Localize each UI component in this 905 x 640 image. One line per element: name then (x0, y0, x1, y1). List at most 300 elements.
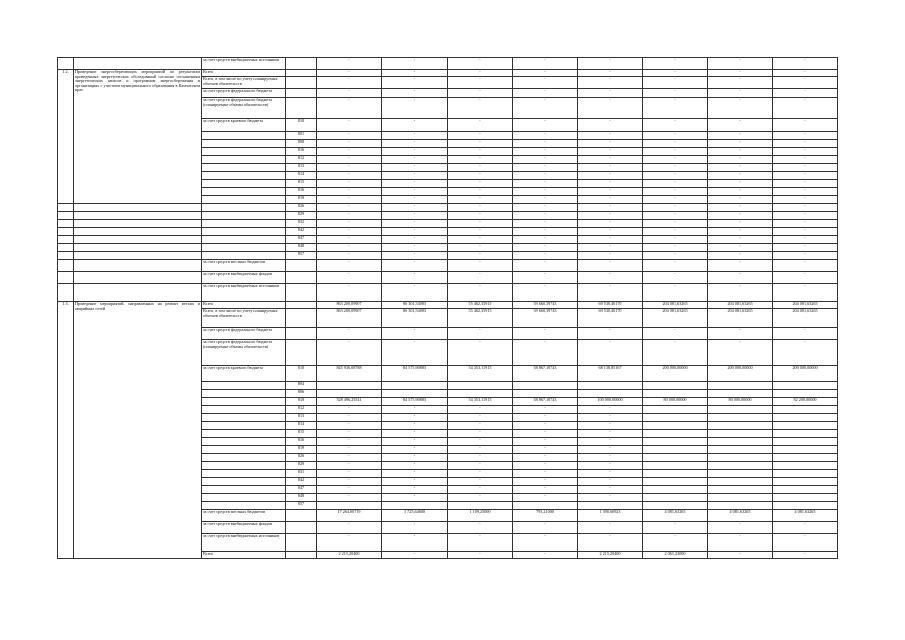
amount-cell: - (643, 89, 708, 98)
amount-cell: - (448, 438, 513, 446)
amount-cell: 80 000,00000 (708, 398, 773, 406)
budget-code (286, 260, 317, 272)
amount-cell: - (382, 534, 448, 552)
amount-cell: - (643, 132, 708, 140)
funding-source (202, 252, 286, 260)
amount-cell: - (773, 164, 838, 172)
amount-cell: 204 081,63265 (643, 309, 708, 328)
amount-cell (643, 462, 708, 470)
amount-cell: - (513, 228, 578, 236)
amount-cell: - (448, 98, 513, 119)
amount-cell: 69 530,46170 (578, 302, 643, 309)
amount-cell: - (382, 244, 448, 252)
amount-cell: - (448, 422, 513, 430)
amount-cell: - (448, 236, 513, 244)
amount-cell: - (708, 196, 773, 204)
amount-cell: 55 462,35915 (448, 309, 513, 328)
amount-cell: - (578, 156, 643, 164)
item-number (58, 204, 74, 212)
budget-code (286, 272, 317, 284)
budget-code (286, 328, 317, 340)
amount-cell: - (382, 446, 448, 454)
table-row (58, 244, 838, 252)
amount-cell: - (448, 430, 513, 438)
amount-cell: - (448, 172, 513, 180)
funding-source (202, 180, 286, 188)
budget-code: 829 (286, 462, 317, 470)
amount-cell: - (773, 148, 838, 156)
budget-code: 806 (286, 390, 317, 398)
item-description (74, 260, 202, 272)
amount-cell: - (382, 486, 448, 494)
amount-cell: - (578, 98, 643, 119)
budget-code: 813 (286, 414, 317, 422)
budget-code: 814 (286, 172, 317, 180)
amount-cell: - (578, 148, 643, 156)
amount-cell: - (578, 430, 643, 438)
amount-cell: - (448, 119, 513, 132)
amount-cell: - (708, 148, 773, 156)
amount-cell: - (578, 164, 643, 172)
amount-cell: - (708, 228, 773, 236)
amount-cell: - (643, 522, 708, 534)
amount-cell: - (317, 486, 382, 494)
amount-cell: - (317, 188, 382, 196)
amount-cell: - (578, 220, 643, 228)
budget-code: 812 (286, 156, 317, 164)
budget-code (286, 552, 317, 559)
amount-cell: - (708, 180, 773, 188)
item-number (58, 228, 74, 236)
amount-cell: 863 200,09907 (317, 302, 382, 309)
amount-cell: - (708, 58, 773, 70)
amount-cell (317, 502, 382, 510)
budget-code: 857 (286, 502, 317, 510)
amount-cell (773, 502, 838, 510)
amount-cell: - (708, 252, 773, 260)
funding-source (202, 156, 286, 164)
amount-cell: - (578, 422, 643, 430)
amount-cell (643, 414, 708, 422)
amount-cell: - (317, 522, 382, 534)
item-description (74, 236, 202, 244)
amount-cell: - (317, 478, 382, 486)
amount-cell: - (317, 340, 382, 366)
amount-cell: - (708, 119, 773, 132)
amount-cell: - (382, 89, 448, 98)
amount-cell: - (578, 522, 643, 534)
amount-cell: - (773, 196, 838, 204)
budget-code: 847 (286, 486, 317, 494)
amount-cell: - (382, 164, 448, 172)
amount-cell: 2 215,20400 (578, 552, 643, 559)
amount-cell: - (513, 220, 578, 228)
amount-cell: - (317, 220, 382, 228)
amount-cell: 86 301,54083 (382, 309, 448, 328)
item-number: 1.2. (58, 70, 74, 204)
amount-cell (773, 462, 838, 470)
amount-cell: - (382, 272, 448, 284)
amount-cell: - (382, 552, 448, 559)
amount-cell: - (708, 164, 773, 172)
amount-cell: - (708, 132, 773, 140)
amount-cell: - (643, 534, 708, 552)
amount-cell: - (708, 534, 773, 552)
amount-cell: - (643, 260, 708, 272)
amount-cell (643, 382, 708, 390)
item-description (74, 284, 202, 302)
amount-cell: - (643, 204, 708, 212)
amount-cell (773, 486, 838, 494)
amount-cell: - (643, 244, 708, 252)
amount-cell: - (773, 77, 838, 89)
table-row (58, 212, 838, 220)
amount-cell: - (708, 70, 773, 77)
amount-cell: - (773, 188, 838, 196)
amount-cell: - (382, 220, 448, 228)
amount-cell: - (578, 89, 643, 98)
amount-cell: - (448, 552, 513, 559)
amount-cell (643, 406, 708, 414)
amount-cell (773, 454, 838, 462)
amount-cell: - (643, 180, 708, 188)
amount-cell: 200 000,00000 (643, 366, 708, 382)
amount-cell (643, 502, 708, 510)
item-number: 1.3. (58, 302, 74, 559)
amount-cell: - (773, 260, 838, 272)
amount-cell: - (773, 272, 838, 284)
amount-cell: 82 200,00000 (773, 398, 838, 406)
funding-source: за счет средств федерального бюджета (202, 89, 286, 98)
amount-cell: - (643, 340, 708, 366)
amount-cell: - (448, 446, 513, 454)
amount-cell: - (317, 156, 382, 164)
amount-cell: 4 081,63265 (708, 510, 773, 522)
funding-source (202, 414, 286, 422)
amount-cell: - (448, 462, 513, 470)
amount-cell: - (773, 522, 838, 534)
amount-cell: - (382, 414, 448, 422)
amount-cell: - (448, 77, 513, 89)
amount-cell: - (448, 89, 513, 98)
amount-cell: - (382, 58, 448, 70)
budget-code: 801 (286, 132, 317, 140)
amount-cell (317, 390, 382, 398)
amount-cell: - (448, 406, 513, 414)
item-description (74, 204, 202, 212)
amount-cell: - (448, 340, 513, 366)
amount-cell: 100 000,00000 (578, 398, 643, 406)
amount-cell: - (317, 534, 382, 552)
table-row (58, 252, 838, 260)
item-number (58, 244, 74, 252)
funding-source: за счет средств краевого бюджета (202, 366, 286, 382)
amount-cell (578, 502, 643, 510)
amount-cell (773, 430, 838, 438)
amount-cell: - (708, 328, 773, 340)
amount-cell: - (382, 454, 448, 462)
budget-code: 848 (286, 494, 317, 502)
amount-cell: - (708, 220, 773, 228)
amount-cell (708, 422, 773, 430)
amount-cell: - (708, 212, 773, 220)
item-description: Проведение мероприятий, направленных на ремонт ветхих и аварийных сетей (74, 302, 202, 559)
amount-cell: - (578, 340, 643, 366)
amount-cell: - (317, 328, 382, 340)
amount-cell: - (448, 212, 513, 220)
amount-cell: - (382, 406, 448, 414)
amount-cell: - (448, 260, 513, 272)
amount-cell (708, 470, 773, 478)
amount-cell: - (382, 260, 448, 272)
amount-cell: - (578, 70, 643, 77)
amount-cell: - (773, 284, 838, 302)
amount-cell: 2 215,20400 (317, 552, 382, 559)
budget-code: 816 (286, 188, 317, 196)
amount-cell: - (773, 58, 838, 70)
budget-code: 848 (286, 244, 317, 252)
amount-cell: - (448, 180, 513, 188)
amount-cell: - (317, 180, 382, 188)
amount-cell: - (317, 172, 382, 180)
amount-cell: - (578, 140, 643, 148)
amount-cell: - (513, 422, 578, 430)
amount-cell: 2 061,23000 (643, 552, 708, 559)
funding-source: Всего, в том числе по учету планируемых объемов обязательств (202, 77, 286, 89)
amount-cell: - (513, 478, 578, 486)
amount-cell: - (773, 328, 838, 340)
amount-cell: - (773, 132, 838, 140)
amount-cell: 204 081,63265 (773, 302, 838, 309)
amount-cell: - (578, 212, 643, 220)
amount-cell: - (773, 172, 838, 180)
amount-cell: - (382, 204, 448, 212)
budget-table (57, 57, 838, 559)
amount-cell: - (643, 164, 708, 172)
amount-cell (773, 382, 838, 390)
amount-cell: - (513, 284, 578, 302)
funding-source (202, 438, 286, 446)
amount-cell: - (382, 140, 448, 148)
amount-cell (708, 494, 773, 502)
amount-cell: - (448, 478, 513, 486)
amount-cell: - (578, 58, 643, 70)
budget-code (286, 309, 317, 328)
budget-code (286, 89, 317, 98)
amount-cell: - (448, 252, 513, 260)
budget-code: 813 (286, 164, 317, 172)
amount-cell: - (317, 438, 382, 446)
amount-cell: 1 109,25000 (448, 510, 513, 522)
funding-source (202, 220, 286, 228)
funding-source (202, 470, 286, 478)
amount-cell: - (578, 478, 643, 486)
amount-cell: - (643, 212, 708, 220)
amount-cell: - (513, 58, 578, 70)
funding-source: за счет средств местных бюджетов (202, 260, 286, 272)
budget-code (286, 522, 317, 534)
amount-cell: - (578, 284, 643, 302)
amount-cell: 38 867,18743 (513, 398, 578, 406)
funding-source (202, 382, 286, 390)
amount-cell (773, 446, 838, 454)
amount-cell: 69 530,46170 (578, 309, 643, 328)
amount-cell: - (513, 236, 578, 244)
amount-cell: - (643, 236, 708, 244)
amount-cell: - (773, 552, 838, 559)
amount-cell: - (513, 462, 578, 470)
amount-cell: - (578, 328, 643, 340)
amount-cell: - (513, 98, 578, 119)
amount-cell (513, 390, 578, 398)
budget-code: 816 (286, 148, 317, 156)
amount-cell: - (317, 228, 382, 236)
amount-cell: - (513, 244, 578, 252)
funding-source (202, 204, 286, 212)
amount-cell: - (578, 406, 643, 414)
amount-cell: - (317, 244, 382, 252)
amount-cell: - (513, 204, 578, 212)
amount-cell: - (317, 58, 382, 70)
budget-code (286, 534, 317, 552)
amount-cell: - (382, 180, 448, 188)
amount-cell (773, 478, 838, 486)
amount-cell (513, 382, 578, 390)
amount-cell: - (708, 340, 773, 366)
funding-source (202, 164, 286, 172)
amount-cell: - (317, 272, 382, 284)
amount-cell: - (513, 552, 578, 559)
funding-source (202, 236, 286, 244)
amount-cell: - (317, 98, 382, 119)
funding-source (202, 148, 286, 156)
funding-source: за счет средств краевого бюджета (202, 119, 286, 132)
amount-cell: - (513, 470, 578, 478)
amount-cell: - (513, 494, 578, 502)
amount-cell: - (773, 140, 838, 148)
amount-cell: - (448, 328, 513, 340)
amount-cell: - (513, 534, 578, 552)
amount-cell: - (513, 340, 578, 366)
funding-source: за счет средств федерального бюджета (202, 328, 286, 340)
amount-cell: - (513, 172, 578, 180)
budget-code: 804 (286, 382, 317, 390)
amount-cell: - (513, 77, 578, 89)
table-row (58, 204, 838, 212)
budget-code: 847 (286, 236, 317, 244)
amount-cell: - (643, 119, 708, 132)
table-row (58, 260, 838, 272)
budget-code: 819 (286, 446, 317, 454)
amount-cell: - (317, 284, 382, 302)
amount-cell (643, 494, 708, 502)
amount-cell: - (708, 204, 773, 212)
amount-cell: - (382, 470, 448, 478)
amount-cell: - (382, 438, 448, 446)
amount-cell: - (382, 172, 448, 180)
amount-cell (317, 382, 382, 390)
amount-cell: - (578, 414, 643, 422)
amount-cell: - (448, 244, 513, 252)
amount-cell: - (317, 148, 382, 156)
amount-cell (643, 478, 708, 486)
amount-cell: - (643, 252, 708, 260)
amount-cell: - (382, 422, 448, 430)
amount-cell: - (773, 236, 838, 244)
amount-cell (708, 454, 773, 462)
amount-cell: - (382, 430, 448, 438)
funding-source (202, 390, 286, 398)
table-row (58, 228, 838, 236)
item-description (74, 244, 202, 252)
amount-cell (708, 446, 773, 454)
amount-cell: - (578, 196, 643, 204)
budget-code: 810 (286, 119, 317, 132)
amount-cell: - (448, 188, 513, 196)
item-description (74, 228, 202, 236)
budget-code (286, 70, 317, 77)
amount-cell: - (513, 140, 578, 148)
funding-source (202, 228, 286, 236)
amount-cell: - (773, 340, 838, 366)
amount-cell: - (448, 164, 513, 172)
amount-cell: - (773, 180, 838, 188)
amount-cell (578, 390, 643, 398)
amount-cell (578, 382, 643, 390)
amount-cell: - (317, 119, 382, 132)
funding-source (202, 140, 286, 148)
amount-cell: - (317, 406, 382, 414)
amount-cell: - (578, 252, 643, 260)
budget-code: 815 (286, 180, 317, 188)
amount-cell: - (578, 494, 643, 502)
item-description (74, 58, 202, 70)
amount-cell: 4 081,63265 (643, 510, 708, 522)
amount-cell: - (643, 156, 708, 164)
amount-cell (773, 414, 838, 422)
funding-source (202, 244, 286, 252)
amount-cell: - (448, 196, 513, 204)
amount-cell: - (773, 244, 838, 252)
amount-cell: - (773, 212, 838, 220)
amount-cell: - (513, 272, 578, 284)
amount-cell (773, 494, 838, 502)
amount-cell (773, 438, 838, 446)
amount-cell: - (643, 172, 708, 180)
amount-cell: - (578, 188, 643, 196)
amount-cell: - (773, 89, 838, 98)
amount-cell (643, 470, 708, 478)
amount-cell: - (513, 148, 578, 156)
amount-cell: 845 936,08788 (317, 366, 382, 382)
amount-cell: - (578, 204, 643, 212)
item-number (58, 272, 74, 284)
budget-code: 831 (286, 470, 317, 478)
funding-source (202, 462, 286, 470)
budget-code (286, 302, 317, 309)
amount-cell (708, 486, 773, 494)
amount-cell: - (708, 236, 773, 244)
amount-cell (643, 486, 708, 494)
amount-cell: - (317, 132, 382, 140)
amount-cell: - (317, 204, 382, 212)
table-row (58, 236, 838, 244)
amount-cell (643, 438, 708, 446)
amount-cell: - (382, 98, 448, 119)
funding-source: за счет средств внебюджетных источников (202, 284, 286, 302)
amount-cell: - (513, 89, 578, 98)
amount-cell: - (448, 156, 513, 164)
